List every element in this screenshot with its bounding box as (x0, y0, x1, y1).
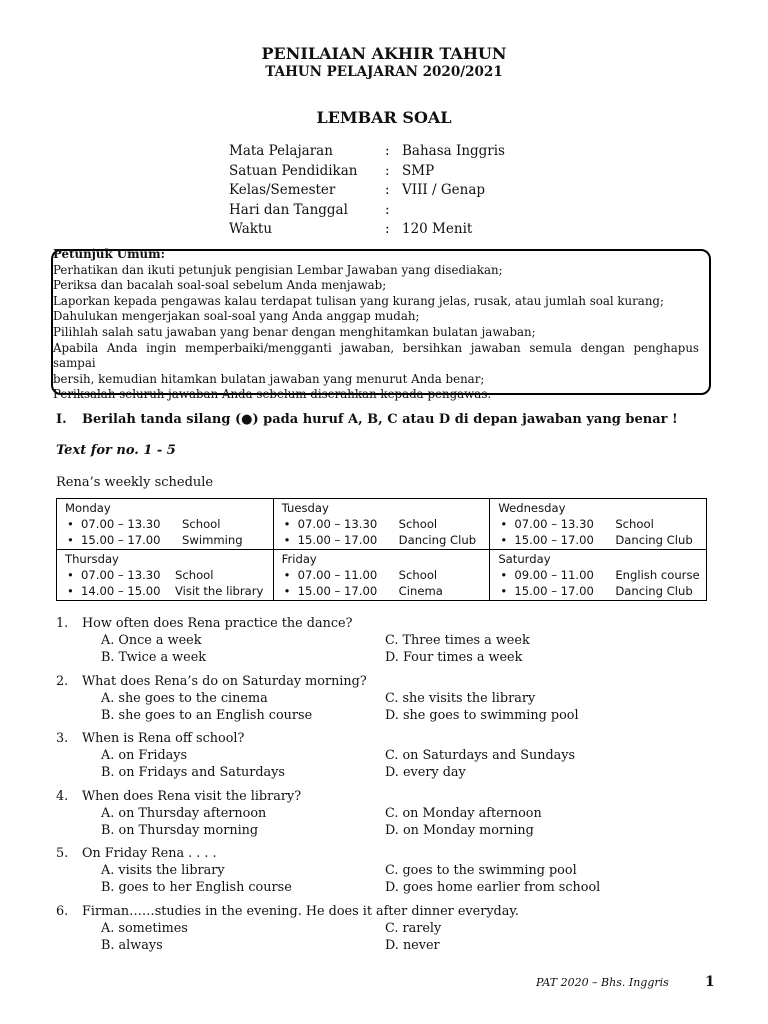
entry-activity: Visit the library (175, 584, 264, 598)
schedule-entry (498, 532, 706, 548)
bullet-icon: • (500, 533, 508, 547)
info-colon: : (385, 201, 390, 218)
question (56, 904, 716, 962)
instruction-item: Perhatikan dan ikuti petunjuk pengisian Lembar Jawaban yang disediakan; (53, 262, 503, 277)
page-number: 1 (705, 974, 715, 990)
question-text: When is Rena off school? (82, 731, 245, 746)
info-label: Kelas/Semester (229, 182, 336, 198)
question-text: How often does Rena practice the dance? (82, 616, 353, 631)
entry-activity: Dancing Club (398, 533, 477, 547)
section-instruction (56, 412, 678, 427)
schedule-entry (65, 516, 273, 532)
option-a: A. on Thursday afternoon (101, 805, 267, 821)
schedule-entry (282, 532, 490, 548)
option-a: A. she goes to the cinema (101, 690, 268, 706)
entry-activity: Swimming (182, 533, 243, 547)
schedule-cell (273, 499, 490, 550)
section-number: I. (56, 412, 67, 427)
bullet-icon: • (283, 517, 291, 531)
schedule-entry (65, 583, 273, 599)
info-colon: : (385, 162, 390, 179)
info-value: VIII / Genap (402, 182, 486, 198)
question (56, 789, 716, 847)
schedule-entry (65, 567, 273, 583)
info-row (229, 202, 589, 222)
option-c: C. she visits the library (385, 690, 536, 706)
entry-activity: School (398, 568, 438, 582)
info-row (229, 182, 589, 202)
bullet-icon: • (283, 584, 291, 598)
entry-time: 15.00 – 17.00 (514, 533, 594, 547)
text-reference: Text for no. 1 - 5 (56, 443, 176, 458)
question-number: 4. (56, 788, 69, 804)
instructions-title: Petunjuk Umum: (53, 247, 165, 261)
instruction-item: Pilihlah salah satu jawaban yang benar dengan menghitamkan bulatan jawaban; (53, 324, 536, 339)
question-text: When does Rena visit the library? (82, 788, 302, 804)
info-colon: : (385, 182, 390, 198)
option-c: C. rarely (385, 920, 442, 936)
table-row (57, 550, 707, 601)
bullet-icon: • (500, 568, 508, 582)
question-text: Firman……studies in the evening. He does it after dinner everyday. (82, 903, 519, 919)
day-name: Saturday (498, 552, 551, 566)
schedule-table (56, 498, 707, 601)
question-number: 3. (56, 731, 69, 746)
info-label: Hari dan Tanggal (229, 201, 348, 218)
bullet-icon: • (67, 533, 74, 547)
info-colon: : (385, 143, 390, 159)
entry-time: 07.00 – 13.30 (297, 517, 378, 531)
entry-activity: School (182, 517, 221, 531)
option-d: D. every day (385, 765, 466, 780)
schedule-entry (498, 567, 706, 583)
schedule-cell (490, 550, 707, 601)
schedule-cell (57, 499, 274, 550)
entry-time: 14.00 – 15.00 (81, 584, 161, 598)
instruction-item: Laporkan kepada pengawas kalau terdapat tulisan yang kurang jelas, rusak, atau jumlah soal kurang; (53, 293, 664, 308)
question-list (56, 616, 716, 961)
exam-title: PENILAIAN AKHIR TAHUN (261, 44, 507, 63)
entry-activity: English course (615, 568, 700, 582)
schedule-entry (498, 516, 706, 532)
entry-activity: School (175, 568, 214, 582)
option-c: C. Three times a week (385, 633, 530, 648)
option-c: C. goes to the swimming pool (385, 863, 577, 878)
bullet-icon: • (67, 517, 74, 531)
info-label: Waktu (229, 221, 273, 237)
bullet-icon: • (67, 584, 74, 598)
schedule-cell (273, 550, 490, 601)
section-text: Berilah tanda silang (●) pada huruf A, B, C atau D di depan jawaban yang benar ! (82, 412, 678, 427)
info-row (229, 221, 589, 241)
question (56, 846, 716, 904)
entry-time: 07.00 – 13.30 (81, 517, 161, 531)
entry-activity: Cinema (398, 584, 443, 598)
option-a: A. sometimes (101, 920, 188, 936)
option-d: D. on Monday morning (385, 822, 534, 838)
option-d: D. she goes to swimming pool (385, 707, 579, 723)
info-value: Bahasa Inggris (402, 143, 505, 159)
question (56, 674, 716, 732)
entry-activity: Dancing Club (615, 533, 693, 547)
entry-time: 15.00 – 17.00 (81, 533, 161, 547)
schedule-caption: Rena’s weekly schedule (56, 475, 214, 490)
bullet-icon: • (67, 568, 74, 582)
question-number: 5. (56, 846, 69, 861)
question (56, 616, 716, 674)
option-c: C. on Monday afternoon (385, 805, 542, 821)
schedule-cell (57, 550, 274, 601)
day-name: Thursday (65, 552, 119, 566)
option-c: C. on Saturdays and Sundays (385, 748, 576, 763)
entry-time: 07.00 – 11.00 (297, 568, 378, 582)
info-row (229, 143, 589, 163)
page-footer: PAT 2020 – Bhs. Inggris (536, 976, 669, 989)
entry-time: 09.00 – 11.00 (514, 568, 594, 582)
schedule-entry (282, 516, 490, 532)
info-row (229, 163, 589, 183)
question-text: On Friday Rena . . . . (82, 846, 217, 861)
instruction-item: Periksa dan bacalah soal-soal sebelum Anda menjawab; (53, 278, 387, 293)
schedule-entry (65, 532, 273, 548)
entry-activity: School (398, 517, 438, 531)
question-number: 1. (56, 616, 69, 631)
instruction-item: bersih, kemudian hitamkan bulatan jawaban yang menurut Anda benar; (53, 371, 485, 386)
day-name: Monday (65, 501, 111, 515)
day-name: Wednesday (498, 501, 566, 515)
instruction-item: Dahulukan mengerjakan soal-soal yang Anda anggap mudah; (53, 309, 420, 324)
option-b: B. she goes to an English course (101, 707, 313, 723)
question-text: What does Rena’s do on Saturday morning? (82, 673, 367, 689)
instruction-item: Periksalah seluruh jawaban Anda sebelum diserahkan kepada pengawas. (53, 387, 492, 402)
info-value: SMP (402, 162, 435, 179)
instructions (53, 247, 699, 403)
day-name: Tuesday (281, 501, 329, 515)
option-b: B. always (101, 937, 163, 953)
info-label: Satuan Pendidikan (229, 162, 358, 179)
option-b: B. goes to her English course (101, 880, 292, 895)
question-number: 2. (56, 673, 69, 689)
schedule-cell (490, 499, 707, 550)
exam-info (229, 143, 589, 241)
option-a: A. Once a week (101, 633, 202, 648)
entry-time: 15.00 – 17.00 (297, 584, 378, 598)
academic-year: TAHUN PELAJARAN 2020/2021 (265, 64, 503, 80)
bullet-icon: • (500, 517, 508, 531)
option-d: D. goes home earlier from school (385, 880, 601, 895)
bullet-icon: • (500, 584, 508, 598)
option-d: D. never (385, 937, 440, 953)
option-a: A. visits the library (101, 863, 225, 878)
bullet-icon: • (283, 533, 291, 547)
schedule-entry (498, 583, 706, 599)
question (56, 731, 716, 789)
entry-time: 07.00 – 13.30 (514, 517, 594, 531)
option-a: A. on Fridays (101, 748, 188, 763)
bullet-icon: • (283, 568, 291, 582)
entry-time: 07.00 – 13.30 (81, 568, 161, 582)
sheet-title: LEMBAR SOAL (316, 108, 452, 127)
info-value: 120 Menit (402, 221, 473, 237)
entry-time: 15.00 – 17.00 (297, 533, 378, 547)
info-label: Mata Pelajaran (229, 143, 333, 159)
entry-activity: Dancing Club (615, 584, 693, 598)
option-d: D. Four times a week (385, 650, 523, 665)
question-number: 6. (56, 903, 69, 919)
info-colon: : (385, 221, 390, 237)
instruction-item: Apabila Anda ingin memperbaiki/mengganti jawaban, bersihkan jawaban semula dengan penghapus sampai (53, 340, 699, 371)
entry-activity: School (615, 517, 654, 531)
day-name: Friday (281, 552, 317, 566)
schedule-entry (282, 567, 490, 583)
entry-time: 15.00 – 17.00 (514, 584, 594, 598)
option-b: B. on Fridays and Saturdays (101, 765, 285, 780)
option-b: B. on Thursday morning (101, 822, 259, 838)
table-row (57, 499, 707, 550)
option-b: B. Twice a week (101, 650, 207, 665)
schedule-entry (282, 583, 490, 599)
